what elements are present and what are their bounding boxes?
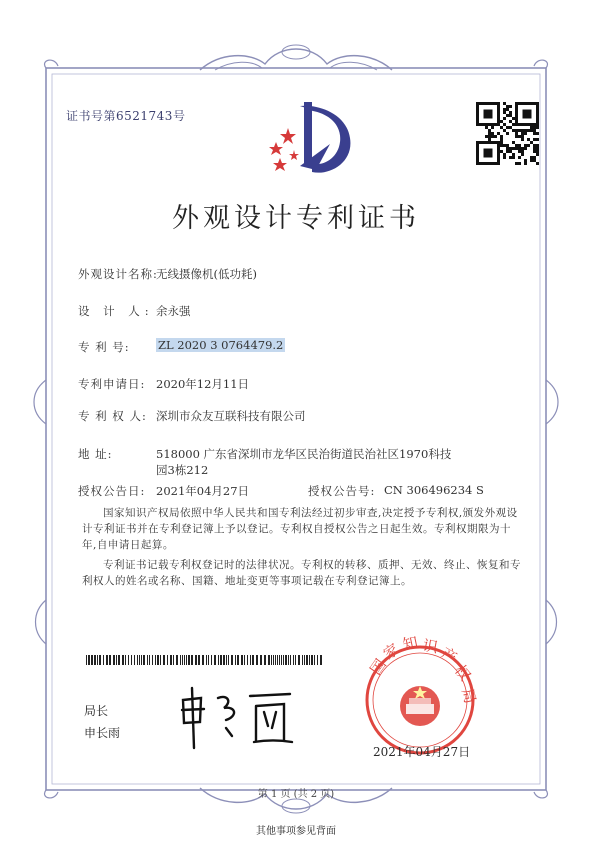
svg-text:权: 权 xyxy=(450,661,475,685)
patentee-value: 深圳市众友互联科技有限公司 xyxy=(156,409,306,423)
grant-paragraph-1: 国家知识产权局依照中华人民共和国专利法经过初步审查,决定授予专利权,颁发外观设计专利证书并在专利登记簿上予以登记。专利权自授权公告之日起生效。专利权期限为十年,自申请日起算。 xyxy=(82,507,518,551)
address-label: 地 址: xyxy=(78,447,113,461)
grant-date-label: 授权公告日: xyxy=(78,484,146,498)
svg-text:产: 产 xyxy=(438,643,461,667)
grant-number-label: 授权公告号: xyxy=(308,484,376,498)
svg-text:知: 知 xyxy=(401,633,420,654)
filing-date-label: 专利申请日: xyxy=(78,377,146,391)
grant-number-value: CN 306496234 S xyxy=(384,483,484,497)
official-seal xyxy=(367,633,480,753)
design-name-label: 外观设计名称: xyxy=(78,267,158,281)
filing-date-value: 2020年12月11日 xyxy=(156,377,250,391)
grant-statement xyxy=(82,505,522,553)
svg-text:家: 家 xyxy=(379,639,403,664)
patent-number-value xyxy=(156,338,285,352)
patentee-label: 专 利 权 人: xyxy=(78,409,147,423)
legal-status-statement xyxy=(82,557,522,589)
handwritten-signature xyxy=(182,688,292,748)
svg-text:局: 局 xyxy=(458,686,480,706)
grant-date-value: 2021年04月27日 xyxy=(156,484,250,498)
signatory-name: 申长雨 xyxy=(84,726,121,740)
certificate-number: 证书号第6521743号 xyxy=(66,109,186,123)
address-line-1: 518000 广东省深圳市龙华区民治街道民治社区1970科技 xyxy=(156,447,452,461)
qr-code xyxy=(478,102,540,165)
patent-number-highlight: ZL 2020 3 0764479.2 xyxy=(158,338,284,352)
signatory-role: 局长 xyxy=(84,704,109,718)
patent-number-label: 专 利 号: xyxy=(78,340,130,354)
designer-label: 设 计 人: xyxy=(78,304,154,318)
back-note: 其他事项参见背面 xyxy=(256,826,336,837)
barcode xyxy=(86,655,322,665)
page-number: 第 1 页 (共 2 页) xyxy=(257,789,335,800)
svg-text:国: 国 xyxy=(366,655,390,679)
grant-paragraph-2: 专利证书记载专利权登记时的法律状况。专利权的转移、质押、无效、终止、恢复和专利权人的姓名或名称、国籍、地址变更等事项记载在专利登记簿上。 xyxy=(82,559,521,587)
certificate-title: 外观设计专利证书 xyxy=(172,203,420,234)
seal-date: 2021年04月27日 xyxy=(373,745,471,759)
cnipa-logo xyxy=(269,102,350,173)
address-line-2: 园3栋212 xyxy=(156,463,209,477)
svg-text:识: 识 xyxy=(421,636,440,657)
design-name-value: 无线摄像机(低功耗) xyxy=(156,267,257,281)
designer-value: 余永强 xyxy=(156,304,191,318)
